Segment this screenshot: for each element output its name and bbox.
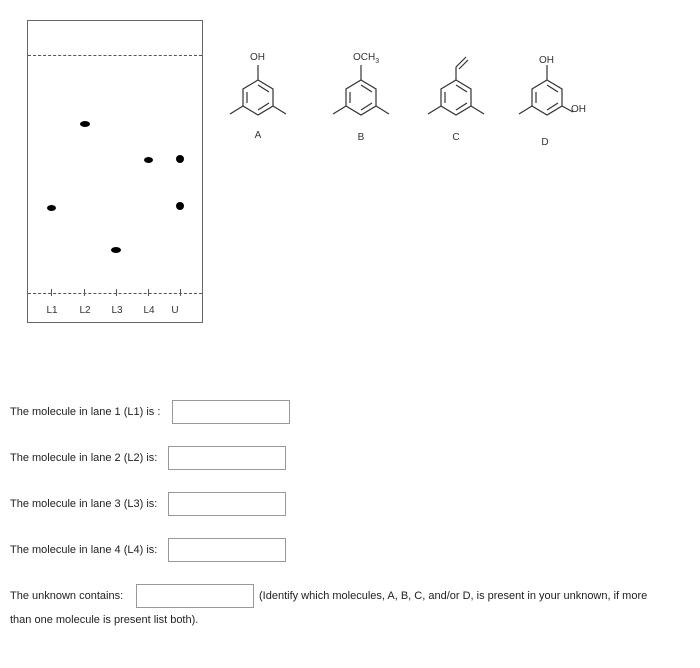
question-lane-3-label: The molecule in lane 3 (L3) is: <box>10 498 158 510</box>
lane-label-u: U <box>171 305 179 316</box>
unknown-instruction-line2: than one molecule is present list both). <box>10 614 199 626</box>
lane-tick <box>148 289 149 296</box>
lane-tick <box>116 289 117 296</box>
answer-lane-1-input[interactable] <box>172 400 290 424</box>
question-lane-4-label: The molecule in lane 4 (L4) is: <box>10 544 158 556</box>
unknown-input[interactable] <box>136 584 254 608</box>
molecule-a-oh-label: OH <box>250 52 265 63</box>
baseline-line <box>28 293 202 294</box>
answer-lane-2-input[interactable] <box>168 446 286 470</box>
lane-label-l2: L2 <box>79 305 91 316</box>
molecule-b-och3-label: $OCH_3$ <box>353 52 380 65</box>
molecule-label-c: C <box>452 132 460 143</box>
spot-lane-3 <box>111 247 121 253</box>
answer-lane-3-input[interactable] <box>168 492 286 516</box>
lane-tick <box>84 289 85 296</box>
unknown-instruction-line1: (Identify which molecules, A, B, C, and/or D, is present in your unknown, if more <box>259 590 648 602</box>
molecule-a-structure <box>230 65 286 115</box>
question-lane-2-label: The molecule in lane 2 (L2) is: <box>10 452 158 464</box>
molecule-d-oh-right-label: OH <box>571 104 586 115</box>
lane-tick <box>51 289 52 296</box>
spot-unknown-lower <box>176 202 184 210</box>
molecule-d-oh-top-label: OH <box>539 55 554 66</box>
lane-tick <box>180 289 181 296</box>
tlc-plate <box>27 20 203 323</box>
question-lane-1-label: The molecule in lane 1 (L1) is : <box>10 406 161 418</box>
molecule-label-d: D <box>541 137 549 148</box>
answer-lane-4-input[interactable] <box>168 538 286 562</box>
molecule-label-a: A <box>254 130 262 141</box>
molecule-b-structure <box>333 65 389 115</box>
molecule-label-b: B <box>357 132 365 143</box>
spot-unknown-upper <box>176 155 184 163</box>
spot-lane-4 <box>144 157 153 163</box>
lane-label-l4: L4 <box>143 305 155 316</box>
spot-lane-2 <box>80 121 90 127</box>
solvent-front-line <box>28 55 202 56</box>
molecule-d-structure <box>519 65 573 115</box>
unknown-label: The unknown contains: <box>10 590 124 602</box>
lane-label-l1: L1 <box>46 305 58 316</box>
lane-label-l3: L3 <box>111 305 123 316</box>
molecule-c-structure <box>428 57 484 115</box>
spot-lane-1 <box>47 205 56 211</box>
